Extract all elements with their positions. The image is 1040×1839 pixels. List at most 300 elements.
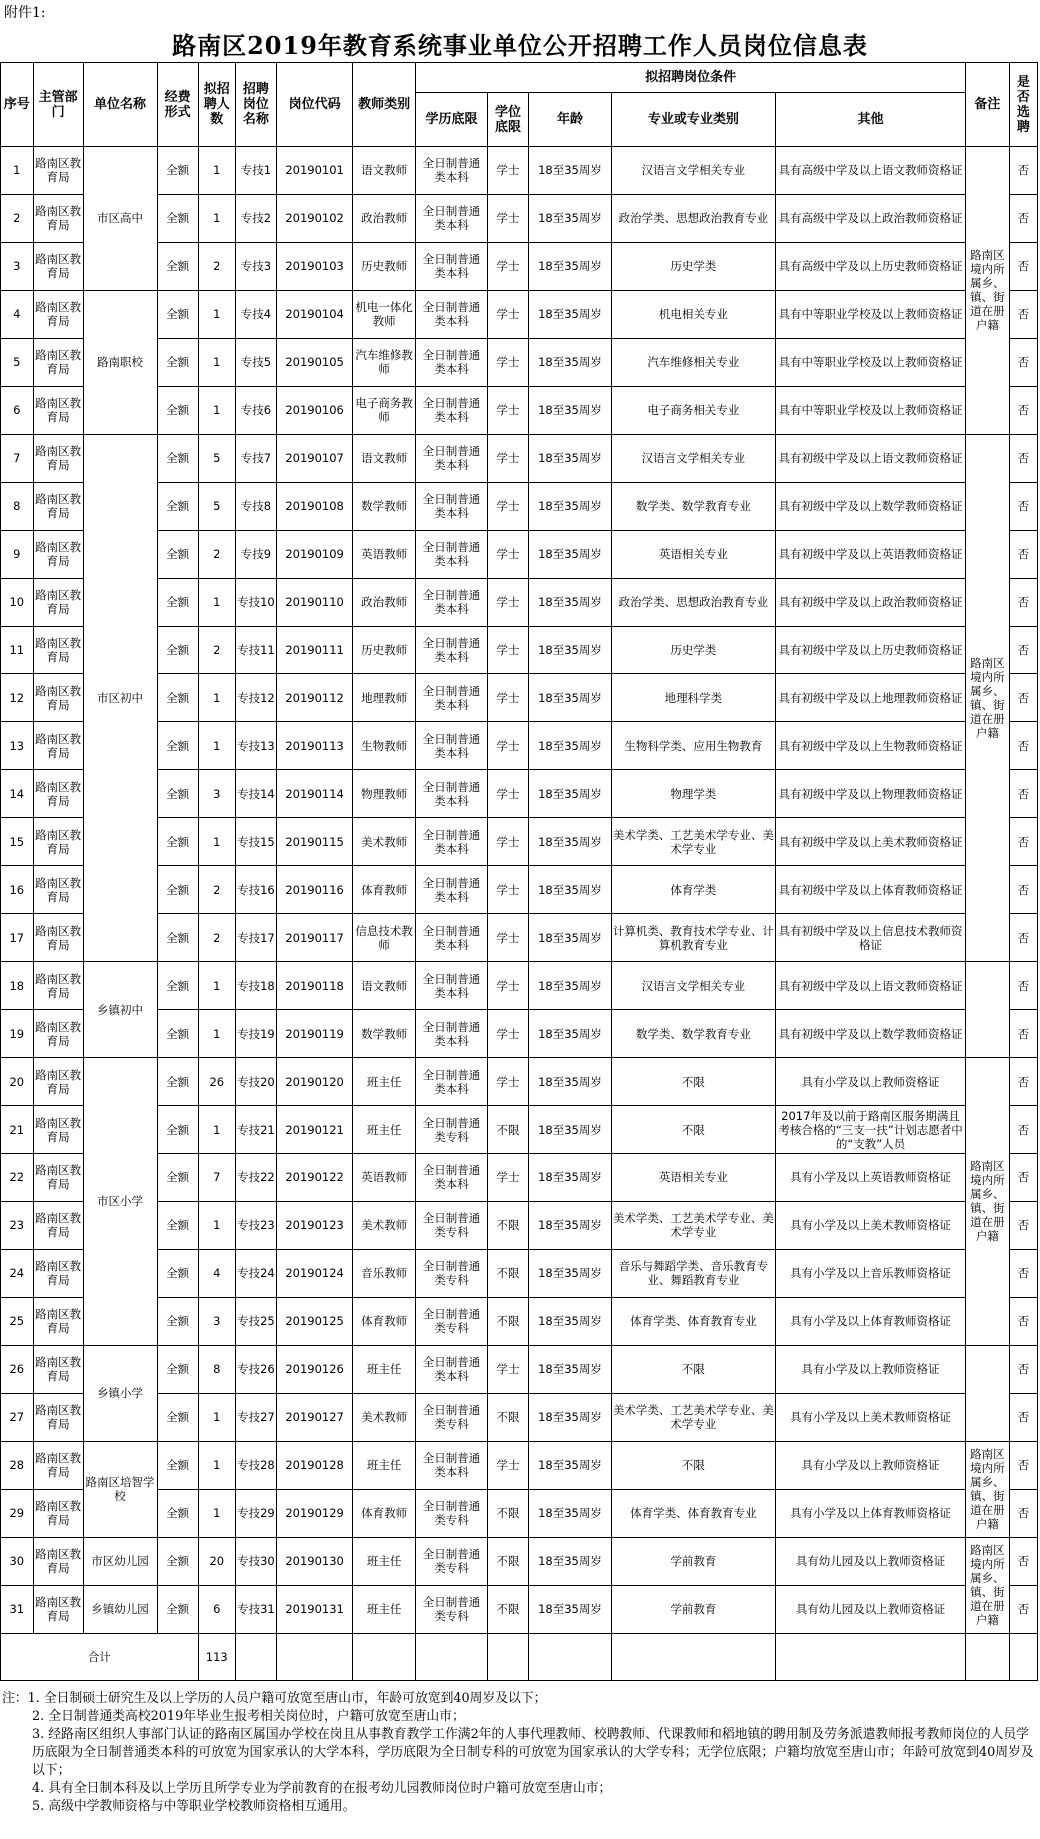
cell-major: 不限: [611, 1441, 775, 1489]
table-header: [1, 63, 1038, 147]
cell-other: 具有初级中学及以上信息技术教师资格证: [775, 914, 965, 962]
cell-teacher-type: 体育教师: [353, 1489, 416, 1537]
cell-code: 20190116: [277, 866, 353, 914]
cell-edu: 全日制普通类本科: [416, 194, 488, 242]
total-empty-cell: [1009, 1633, 1037, 1680]
cell-dept: 路南区教育局: [33, 386, 83, 434]
cell-count: 1: [198, 338, 235, 386]
table-body: [1, 147, 1038, 1681]
cell-optional: 否: [1009, 578, 1037, 626]
cell-post: 专技5: [235, 338, 276, 386]
cell-unit: 乡镇幼儿园: [83, 1585, 157, 1633]
cell-edu: 全日制普通类本科: [416, 530, 488, 578]
cell-optional: 否: [1009, 1537, 1037, 1585]
cell-degree: 学士: [487, 962, 528, 1010]
cell-edu: 全日制普通类本科: [416, 338, 488, 386]
cell-age: 18至35周岁: [529, 1585, 612, 1633]
table-row: [1, 434, 1038, 482]
cell-count: 6: [198, 1585, 235, 1633]
cell-optional: 否: [1009, 194, 1037, 242]
cell-dept: 路南区教育局: [33, 722, 83, 770]
cell-seq: 30: [1, 1537, 34, 1585]
cell-optional: 否: [1009, 1154, 1037, 1202]
cell-code: 20190118: [277, 962, 353, 1010]
cell-teacher-type: 电子商务教师: [353, 386, 416, 434]
cell-dept: 路南区教育局: [33, 866, 83, 914]
cell-other: 具有初级中学及以上数学教师资格证: [775, 482, 965, 530]
cell-edu: 全日制普通类专科: [416, 1201, 488, 1249]
cell-unit: 路南区培智学校: [83, 1441, 157, 1537]
cell-major: 汉语言文学相关专业: [611, 147, 775, 195]
cell-age: 18至35周岁: [529, 1154, 612, 1202]
cell-post: 专技23: [235, 1201, 276, 1249]
cell-teacher-type: 英语教师: [353, 1154, 416, 1202]
cell-fund: 全额: [157, 1489, 198, 1537]
cell-post: 专技25: [235, 1297, 276, 1345]
cell-seq: 3: [1, 242, 34, 290]
cell-major: 政治学类、思想政治教育专业: [611, 194, 775, 242]
header-age: 年龄: [529, 93, 612, 147]
page-title: 路南区2019年教育系统事业单位公开招聘工作人员岗位信息表: [172, 31, 868, 60]
cell-post: 专技9: [235, 530, 276, 578]
cell-post: 专技1: [235, 147, 276, 195]
cell-age: 18至35周岁: [529, 242, 612, 290]
cell-age: 18至35周岁: [529, 674, 612, 722]
cell-degree: 学士: [487, 194, 528, 242]
cell-dept: 路南区教育局: [33, 1154, 83, 1202]
cell-teacher-type: 班主任: [353, 1345, 416, 1393]
cell-edu: 全日制普通类本科: [416, 722, 488, 770]
cell-age: 18至35周岁: [529, 962, 612, 1010]
cell-fund: 全额: [157, 1441, 198, 1489]
cell-major: 物理学类: [611, 770, 775, 818]
cell-fund: 全额: [157, 1106, 198, 1154]
cell-count: 1: [198, 1489, 235, 1537]
cell-fund: 全额: [157, 1585, 198, 1633]
cell-major: 美术学类、工艺美术学专业、美术学专业: [611, 818, 775, 866]
cell-count: 1: [198, 674, 235, 722]
cell-age: 18至35周岁: [529, 1010, 612, 1058]
cell-seq: 24: [1, 1249, 34, 1297]
cell-seq: 13: [1, 722, 34, 770]
cell-major: 学前教育: [611, 1585, 775, 1633]
cell-seq: 7: [1, 434, 34, 482]
cell-count: 2: [198, 242, 235, 290]
cell-unit: 路南职校: [83, 290, 157, 434]
cell-fund: 全额: [157, 770, 198, 818]
cell-seq: 17: [1, 914, 34, 962]
cell-other: 具有小学及以上教师资格证: [775, 1058, 965, 1106]
total-empty-cell: [353, 1633, 416, 1680]
cell-code: 20190102: [277, 194, 353, 242]
cell-post: 专技21: [235, 1106, 276, 1154]
cell-count: 2: [198, 626, 235, 674]
table-row: [1, 1585, 1038, 1633]
cell-count: 20: [198, 1537, 235, 1585]
cell-unit: 乡镇初中: [83, 962, 157, 1058]
cell-major: 生物科学类、应用生物教育: [611, 722, 775, 770]
cell-seq: 2: [1, 194, 34, 242]
cell-optional: 否: [1009, 434, 1037, 482]
cell-seq: 9: [1, 530, 34, 578]
cell-seq: 27: [1, 1393, 34, 1441]
cell-dept: 路南区教育局: [33, 962, 83, 1010]
cell-count: 5: [198, 434, 235, 482]
cell-post: 专技29: [235, 1489, 276, 1537]
cell-major: 体育学类: [611, 866, 775, 914]
table-row: [1, 770, 1038, 818]
cell-edu: 全日制普通类本科: [416, 1345, 488, 1393]
cell-teacher-type: 语文教师: [353, 434, 416, 482]
cell-other: 具有幼儿园及以上教师资格证: [775, 1585, 965, 1633]
cell-teacher-type: 物理教师: [353, 770, 416, 818]
header-other: 其他: [775, 93, 965, 147]
table-row: [1, 722, 1038, 770]
header-teacher-type: 教师类别: [353, 63, 416, 147]
cell-seq: 1: [1, 147, 34, 195]
cell-optional: 否: [1009, 1010, 1037, 1058]
cell-post: 专技4: [235, 290, 276, 338]
cell-optional: 否: [1009, 1058, 1037, 1106]
cell-fund: 全额: [157, 1010, 198, 1058]
cell-code: 20190130: [277, 1537, 353, 1585]
cell-degree: 学士: [487, 147, 528, 195]
cell-other: 具有小学及以上美术教师资格证: [775, 1201, 965, 1249]
cell-code: 20190115: [277, 818, 353, 866]
cell-major: 政治学类、思想政治教育专业: [611, 578, 775, 626]
cell-unit: 市区高中: [83, 147, 157, 291]
cell-age: 18至35周岁: [529, 866, 612, 914]
cell-degree: 学士: [487, 1010, 528, 1058]
cell-seq: 28: [1, 1441, 34, 1489]
cell-degree: 学士: [487, 386, 528, 434]
cell-seq: 5: [1, 338, 34, 386]
total-empty-cell: [966, 1633, 1009, 1680]
cell-fund: 全额: [157, 1393, 198, 1441]
cell-degree: 不限: [487, 1249, 528, 1297]
cell-post: 专技26: [235, 1345, 276, 1393]
table-row: [1, 626, 1038, 674]
cell-optional: 否: [1009, 914, 1037, 962]
cell-age: 18至35周岁: [529, 626, 612, 674]
cell-optional: 否: [1009, 962, 1037, 1010]
cell-post: 专技11: [235, 626, 276, 674]
cell-age: 18至35周岁: [529, 338, 612, 386]
cell-code: 20190119: [277, 1010, 353, 1058]
cell-fund: 全额: [157, 1249, 198, 1297]
cell-count: 1: [198, 818, 235, 866]
table-row: [1, 674, 1038, 722]
cell-count: 3: [198, 1297, 235, 1345]
cell-post: 专技7: [235, 434, 276, 482]
cell-count: 2: [198, 530, 235, 578]
cell-age: 18至35周岁: [529, 578, 612, 626]
cell-optional: 否: [1009, 722, 1037, 770]
cell-fund: 全额: [157, 626, 198, 674]
cell-fund: 全额: [157, 578, 198, 626]
cell-dept: 路南区教育局: [33, 1249, 83, 1297]
cell-count: 1: [198, 1441, 235, 1489]
cell-age: 18至35周岁: [529, 290, 612, 338]
positions-table: [0, 62, 1038, 1681]
cell-other: 具有小学及以上体育教师资格证: [775, 1297, 965, 1345]
cell-major: 历史学类: [611, 242, 775, 290]
cell-age: 18至35周岁: [529, 1106, 612, 1154]
cell-dept: 路南区教育局: [33, 1010, 83, 1058]
note-3: 3. 经路南区组织人事部门认证的路南区属国办学校在岗且从事教育教学工作满2年的人事代理教师、校聘教师、代课教师和稻地镇的聘用制及劳务派遣教师报考教师岗位的人员学历底限为全日制普通类本科的可放宽为国家承认的大学本科，学历底限为全日制专科的可放宽为国家承认的大学专科；无学位底限；户籍均放宽至唐山市；年龄可放宽到40周岁及以下；: [32, 1727, 1034, 1778]
cell-major: 历史学类: [611, 626, 775, 674]
cell-code: 20190112: [277, 674, 353, 722]
table-row: [1, 1489, 1038, 1537]
cell-code: 20190108: [277, 482, 353, 530]
cell-degree: 学士: [487, 242, 528, 290]
cell-degree: 学士: [487, 1345, 528, 1393]
total-empty-cell: [235, 1633, 276, 1680]
cell-code: 20190129: [277, 1489, 353, 1537]
cell-remark: [966, 1345, 1009, 1441]
cell-dept: 路南区教育局: [33, 338, 83, 386]
cell-edu: 全日制普通类本科: [416, 626, 488, 674]
cell-post: 专技24: [235, 1249, 276, 1297]
cell-edu: 全日制普通类专科: [416, 1393, 488, 1441]
cell-teacher-type: 政治教师: [353, 578, 416, 626]
cell-count: 5: [198, 482, 235, 530]
cell-code: 20190127: [277, 1393, 353, 1441]
cell-code: 20190117: [277, 914, 353, 962]
cell-post: 专技16: [235, 866, 276, 914]
table-row: [1, 147, 1038, 195]
table-row: [1, 1058, 1038, 1106]
cell-degree: 学士: [487, 290, 528, 338]
table-row: [1, 1441, 1038, 1489]
cell-teacher-type: 美术教师: [353, 1393, 416, 1441]
cell-optional: 否: [1009, 290, 1037, 338]
cell-degree: 学士: [487, 482, 528, 530]
cell-degree: 学士: [487, 338, 528, 386]
table-row: [1, 1537, 1038, 1585]
cell-major: 汽车维修相关专业: [611, 338, 775, 386]
cell-count: 7: [198, 1154, 235, 1202]
total-empty-cell: [487, 1633, 528, 1680]
cell-seq: 6: [1, 386, 34, 434]
note-1: 注：1. 全日制硕士研究生及以上学历的人员户籍可放宽至唐山市，年龄可放宽到40周岁及以下；: [2, 1691, 547, 1706]
table-row: [1, 1297, 1038, 1345]
cell-code: 20190113: [277, 722, 353, 770]
cell-edu: 全日制普通类本科: [416, 242, 488, 290]
cell-optional: 否: [1009, 242, 1037, 290]
cell-age: 18至35周岁: [529, 482, 612, 530]
cell-edu: 全日制普通类专科: [416, 1585, 488, 1633]
cell-dept: 路南区教育局: [33, 1441, 83, 1489]
cell-edu: 全日制普通类本科: [416, 818, 488, 866]
cell-teacher-type: 班主任: [353, 1106, 416, 1154]
cell-edu: 全日制普通类本科: [416, 770, 488, 818]
cell-teacher-type: 语文教师: [353, 147, 416, 195]
table-row: [1, 530, 1038, 578]
cell-code: 20190111: [277, 626, 353, 674]
cell-teacher-type: 地理教师: [353, 674, 416, 722]
cell-teacher-type: 美术教师: [353, 1201, 416, 1249]
cell-seq: 4: [1, 290, 34, 338]
cell-count: 1: [198, 578, 235, 626]
cell-teacher-type: 班主任: [353, 1058, 416, 1106]
cell-teacher-type: 历史教师: [353, 626, 416, 674]
table-row: [1, 194, 1038, 242]
cell-code: 20190109: [277, 530, 353, 578]
cell-major: 电子商务相关专业: [611, 386, 775, 434]
cell-code: 20190103: [277, 242, 353, 290]
cell-degree: 学士: [487, 914, 528, 962]
cell-dept: 路南区教育局: [33, 1297, 83, 1345]
cell-dept: 路南区教育局: [33, 818, 83, 866]
cell-teacher-type: 班主任: [353, 1585, 416, 1633]
cell-teacher-type: 汽车维修教师: [353, 338, 416, 386]
cell-teacher-type: 数学教师: [353, 482, 416, 530]
cell-seq: 8: [1, 482, 34, 530]
table-row: [1, 866, 1038, 914]
note-4: 4. 具有全日制本科及以上学历且所学专业为学前教育的在报考幼儿园教师岗位时户籍可放宽至唐山市；: [32, 1781, 612, 1796]
cell-other: 具有高级中学及以上历史教师资格证: [775, 242, 965, 290]
cell-seq: 18: [1, 962, 34, 1010]
cell-count: 3: [198, 770, 235, 818]
cell-remark: 路南区境内所属乡、镇、街道在册户籍: [966, 1058, 1009, 1346]
cell-seq: 15: [1, 818, 34, 866]
cell-code: 20190107: [277, 434, 353, 482]
cell-fund: 全额: [157, 242, 198, 290]
cell-edu: 全日制普通类专科: [416, 1297, 488, 1345]
cell-optional: 否: [1009, 1249, 1037, 1297]
table-row: [1, 482, 1038, 530]
cell-optional: 否: [1009, 1489, 1037, 1537]
cell-edu: 全日制普通类本科: [416, 674, 488, 722]
cell-dept: 路南区教育局: [33, 482, 83, 530]
cell-edu: 全日制普通类本科: [416, 1010, 488, 1058]
header-optional: 是否选聘: [1009, 63, 1037, 147]
cell-degree: 不限: [487, 1537, 528, 1585]
cell-post: 专技18: [235, 962, 276, 1010]
cell-age: 18至35周岁: [529, 147, 612, 195]
cell-degree: 不限: [487, 1393, 528, 1441]
cell-edu: 全日制普通类本科: [416, 914, 488, 962]
cell-edu: 全日制普通类本科: [416, 147, 488, 195]
cell-dept: 路南区教育局: [33, 147, 83, 195]
cell-unit: 市区幼儿园: [83, 1537, 157, 1585]
cell-fund: 全额: [157, 194, 198, 242]
cell-teacher-type: 体育教师: [353, 866, 416, 914]
cell-other: 具有初级中学及以上英语教师资格证: [775, 530, 965, 578]
cell-other: 具有小学及以上教师资格证: [775, 1441, 965, 1489]
cell-seq: 22: [1, 1154, 34, 1202]
cell-teacher-type: 生物教师: [353, 722, 416, 770]
cell-fund: 全额: [157, 290, 198, 338]
cell-dept: 路南区教育局: [33, 1058, 83, 1106]
cell-other: 具有中等职业学校及以上教师资格证: [775, 338, 965, 386]
cell-unit: 乡镇小学: [83, 1345, 157, 1441]
cell-edu: 全日制普通类本科: [416, 866, 488, 914]
cell-other: 具有初级中学及以上美术教师资格证: [775, 818, 965, 866]
cell-optional: 否: [1009, 1106, 1037, 1154]
cell-optional: 否: [1009, 1585, 1037, 1633]
cell-degree: 不限: [487, 1489, 528, 1537]
cell-teacher-type: 机电一体化教师: [353, 290, 416, 338]
cell-degree: 学士: [487, 818, 528, 866]
cell-other: 具有初级中学及以上物理教师资格证: [775, 770, 965, 818]
total-empty-cell: [277, 1633, 353, 1680]
cell-major: 体育学类、体育教育专业: [611, 1489, 775, 1537]
cell-major: 机电相关专业: [611, 290, 775, 338]
cell-age: 18至35周岁: [529, 770, 612, 818]
cell-major: 不限: [611, 1106, 775, 1154]
cell-age: 18至35周岁: [529, 1489, 612, 1537]
cell-dept: 路南区教育局: [33, 194, 83, 242]
cell-seq: 12: [1, 674, 34, 722]
note-5: 5. 高级中学教师资格与中等职业学校教师资格相互通用。: [32, 1799, 356, 1814]
cell-count: 8: [198, 1345, 235, 1393]
cell-code: 20190101: [277, 147, 353, 195]
cell-seq: 11: [1, 626, 34, 674]
cell-fund: 全额: [157, 1201, 198, 1249]
table-row: [1, 578, 1038, 626]
table-row: [1, 1106, 1038, 1154]
cell-major: 数学类、数学教育专业: [611, 1010, 775, 1058]
cell-code: 20190128: [277, 1441, 353, 1489]
total-count: 113: [198, 1633, 235, 1680]
cell-fund: 全额: [157, 1345, 198, 1393]
cell-degree: 学士: [487, 1058, 528, 1106]
cell-optional: 否: [1009, 530, 1037, 578]
cell-teacher-type: 班主任: [353, 1441, 416, 1489]
cell-age: 18至35周岁: [529, 914, 612, 962]
header-seq: 序号: [1, 63, 34, 147]
cell-count: 1: [198, 1010, 235, 1058]
cell-edu: 全日制普通类专科: [416, 1489, 488, 1537]
cell-optional: 否: [1009, 1441, 1037, 1489]
cell-age: 18至35周岁: [529, 1345, 612, 1393]
cell-age: 18至35周岁: [529, 386, 612, 434]
cell-fund: 全额: [157, 914, 198, 962]
cell-optional: 否: [1009, 1345, 1037, 1393]
cell-seq: 16: [1, 866, 34, 914]
header-fund: 经费形式: [157, 63, 198, 147]
cell-other: 具有小学及以上音乐教师资格证: [775, 1249, 965, 1297]
cell-major: 学前教育: [611, 1537, 775, 1585]
cell-optional: 否: [1009, 866, 1037, 914]
cell-major: 地理科学类: [611, 674, 775, 722]
cell-seq: 14: [1, 770, 34, 818]
cell-post: 专技12: [235, 674, 276, 722]
table-row: [1, 1010, 1038, 1058]
header-remark: 备注: [966, 63, 1009, 147]
cell-dept: 路南区教育局: [33, 914, 83, 962]
cell-post: 专技15: [235, 818, 276, 866]
cell-code: 20190114: [277, 770, 353, 818]
cell-major: 不限: [611, 1345, 775, 1393]
cell-teacher-type: 体育教师: [353, 1297, 416, 1345]
cell-seq: 19: [1, 1010, 34, 1058]
cell-seq: 10: [1, 578, 34, 626]
header-major: 专业或专业类别: [611, 93, 775, 147]
note-2: 2. 全日制普通类高校2019年毕业生报考相关岗位时，户籍可放宽至唐山市；: [32, 1709, 465, 1724]
cell-age: 18至35周岁: [529, 722, 612, 770]
cell-optional: 否: [1009, 1297, 1037, 1345]
header-conditions: 拟招聘岗位条件: [416, 63, 966, 93]
cell-other: 具有初级中学及以上语文教师资格证: [775, 962, 965, 1010]
cell-age: 18至35周岁: [529, 1441, 612, 1489]
cell-code: 20190131: [277, 1585, 353, 1633]
cell-edu: 全日制普通类本科: [416, 578, 488, 626]
cell-dept: 路南区教育局: [33, 242, 83, 290]
cell-other: 具有小学及以上美术教师资格证: [775, 1393, 965, 1441]
